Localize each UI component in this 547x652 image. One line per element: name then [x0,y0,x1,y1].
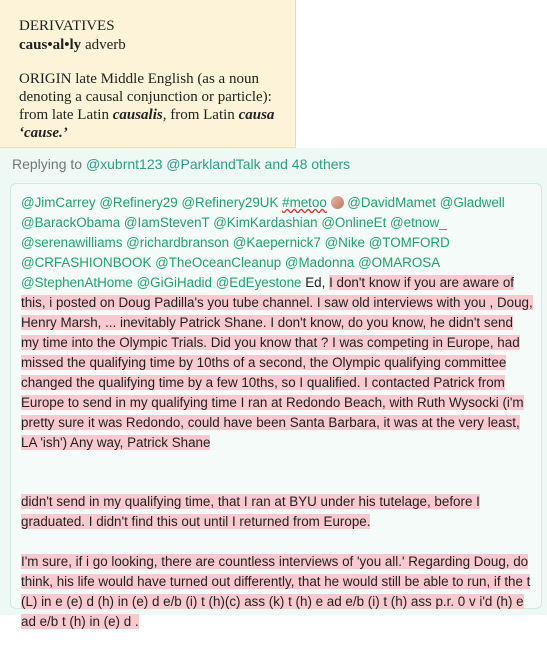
mention[interactable]: @richardbranson [126,235,230,250]
tweet-paragraph-1-continued [21,492,533,532]
replying-to-line [12,156,350,172]
mention[interactable]: @Kaepernick7 [232,235,321,250]
hashtag[interactable]: #metoo [282,195,327,210]
latin-word-causalis: causalis [112,107,163,123]
mention[interactable]: @etnow_ [390,215,447,230]
mention[interactable]: @KimKardashian [213,215,318,230]
mention[interactable]: @Refinery29UK [181,195,279,210]
mention[interactable]: @Nike [324,235,365,250]
tweet-paragraph-1: I don't know if you are aware of this, i posted on Doug Padilla's you tube channel. I saw old interviews with you , Doug, Henry Marsh, ... inevitably Patrick Shane. I don't know, do you know, he didn't send my time into the Olympic Trials. Did you know that ? I was competing in Europe, had missed the qualifying time by 10ths of a second, the Olympic qualifying committee changed the qualifying time by a few 10ths, so I qualified. I contacted Patrick from Europe to send in my qualifying time I ran at Redondo Beach, with Ruth Wysocki (i'm pretty sure it was Redondo, could have been Santa Barbara, it was at the very least, LA 'ish') Any way, Patrick Shane [21,275,533,450]
mention[interactable]: @IamStevenT [123,215,210,230]
tweet-text-second-part[interactable] [21,492,533,652]
origin-text-2: , from Latin [162,107,239,123]
highlighted-text: I'm sure, if i go looking, there are countless interviews of 'you all.' Regarding Doug, do think, his life would have turned out differently, that he would still be able to run, if the t (L) in e (e) d (h) in (e) d e/b (i) t (h)(c) ass (k) t (h) e ad e/b (i) t (h) ass p.r. 0 v i'd (h) e ad e/b t (h) in (e) d . [21,554,531,629]
latin-gloss: ‘cause.’ [19,125,68,141]
mention[interactable]: @EdEyestone [215,275,302,290]
mention[interactable]: @JimCarrey [21,195,96,210]
mention[interactable]: @OnlineEt [321,215,387,230]
mention[interactable]: @GiGiHadid [136,275,212,290]
origin-text [19,70,289,142]
mention[interactable]: @BarackObama [21,215,121,230]
emoji-icon [331,196,344,209]
replying-to-handles[interactable]: @xubrnt123 @ParklandTalk and 48 others [85,156,351,172]
reply-panel [0,148,547,629]
mention[interactable]: @Gladwell [439,195,505,210]
greeting: Ed, [305,275,326,290]
latin-word-causa: causa [238,107,275,123]
mention[interactable]: @TOMFORD [368,235,450,250]
mention[interactable]: @serenawilliams [21,235,123,250]
mention[interactable]: @StephenAtHome [21,275,133,290]
mention[interactable]: @Madonna [284,255,355,270]
tweet-compose-box[interactable] [10,183,542,629]
highlighted-text: didn't send in my qualifying time, that I ran at BYU under his tutelage, before I graduated. I didn't find this out until I returned from Europe. [21,494,480,529]
mention[interactable]: @OMAROSA [358,255,440,270]
derivative-word: caus•al•ly [19,37,82,53]
mention[interactable]: @CRFASHIONBOOK [21,255,152,270]
derivatives-heading: DERIVATIVES [19,18,115,34]
dictionary-card [0,0,296,148]
origin-text-1: late Middle English (as a noun denoting a causal conjunction or particle): from late Latin [19,71,272,123]
tweet-paragraph-2 [21,552,533,632]
mention[interactable]: @TheOceanCleanup [155,255,282,270]
replying-to-label: Replying to [12,156,83,172]
tweet-text-first-part[interactable] [21,193,533,453]
mention[interactable]: @DavidMamet [347,195,437,210]
derivative-entry [19,37,126,54]
origin-label: ORIGIN [19,71,72,87]
mention[interactable]: @Refinery29 [99,195,178,210]
part-of-speech: adverb [84,37,126,53]
